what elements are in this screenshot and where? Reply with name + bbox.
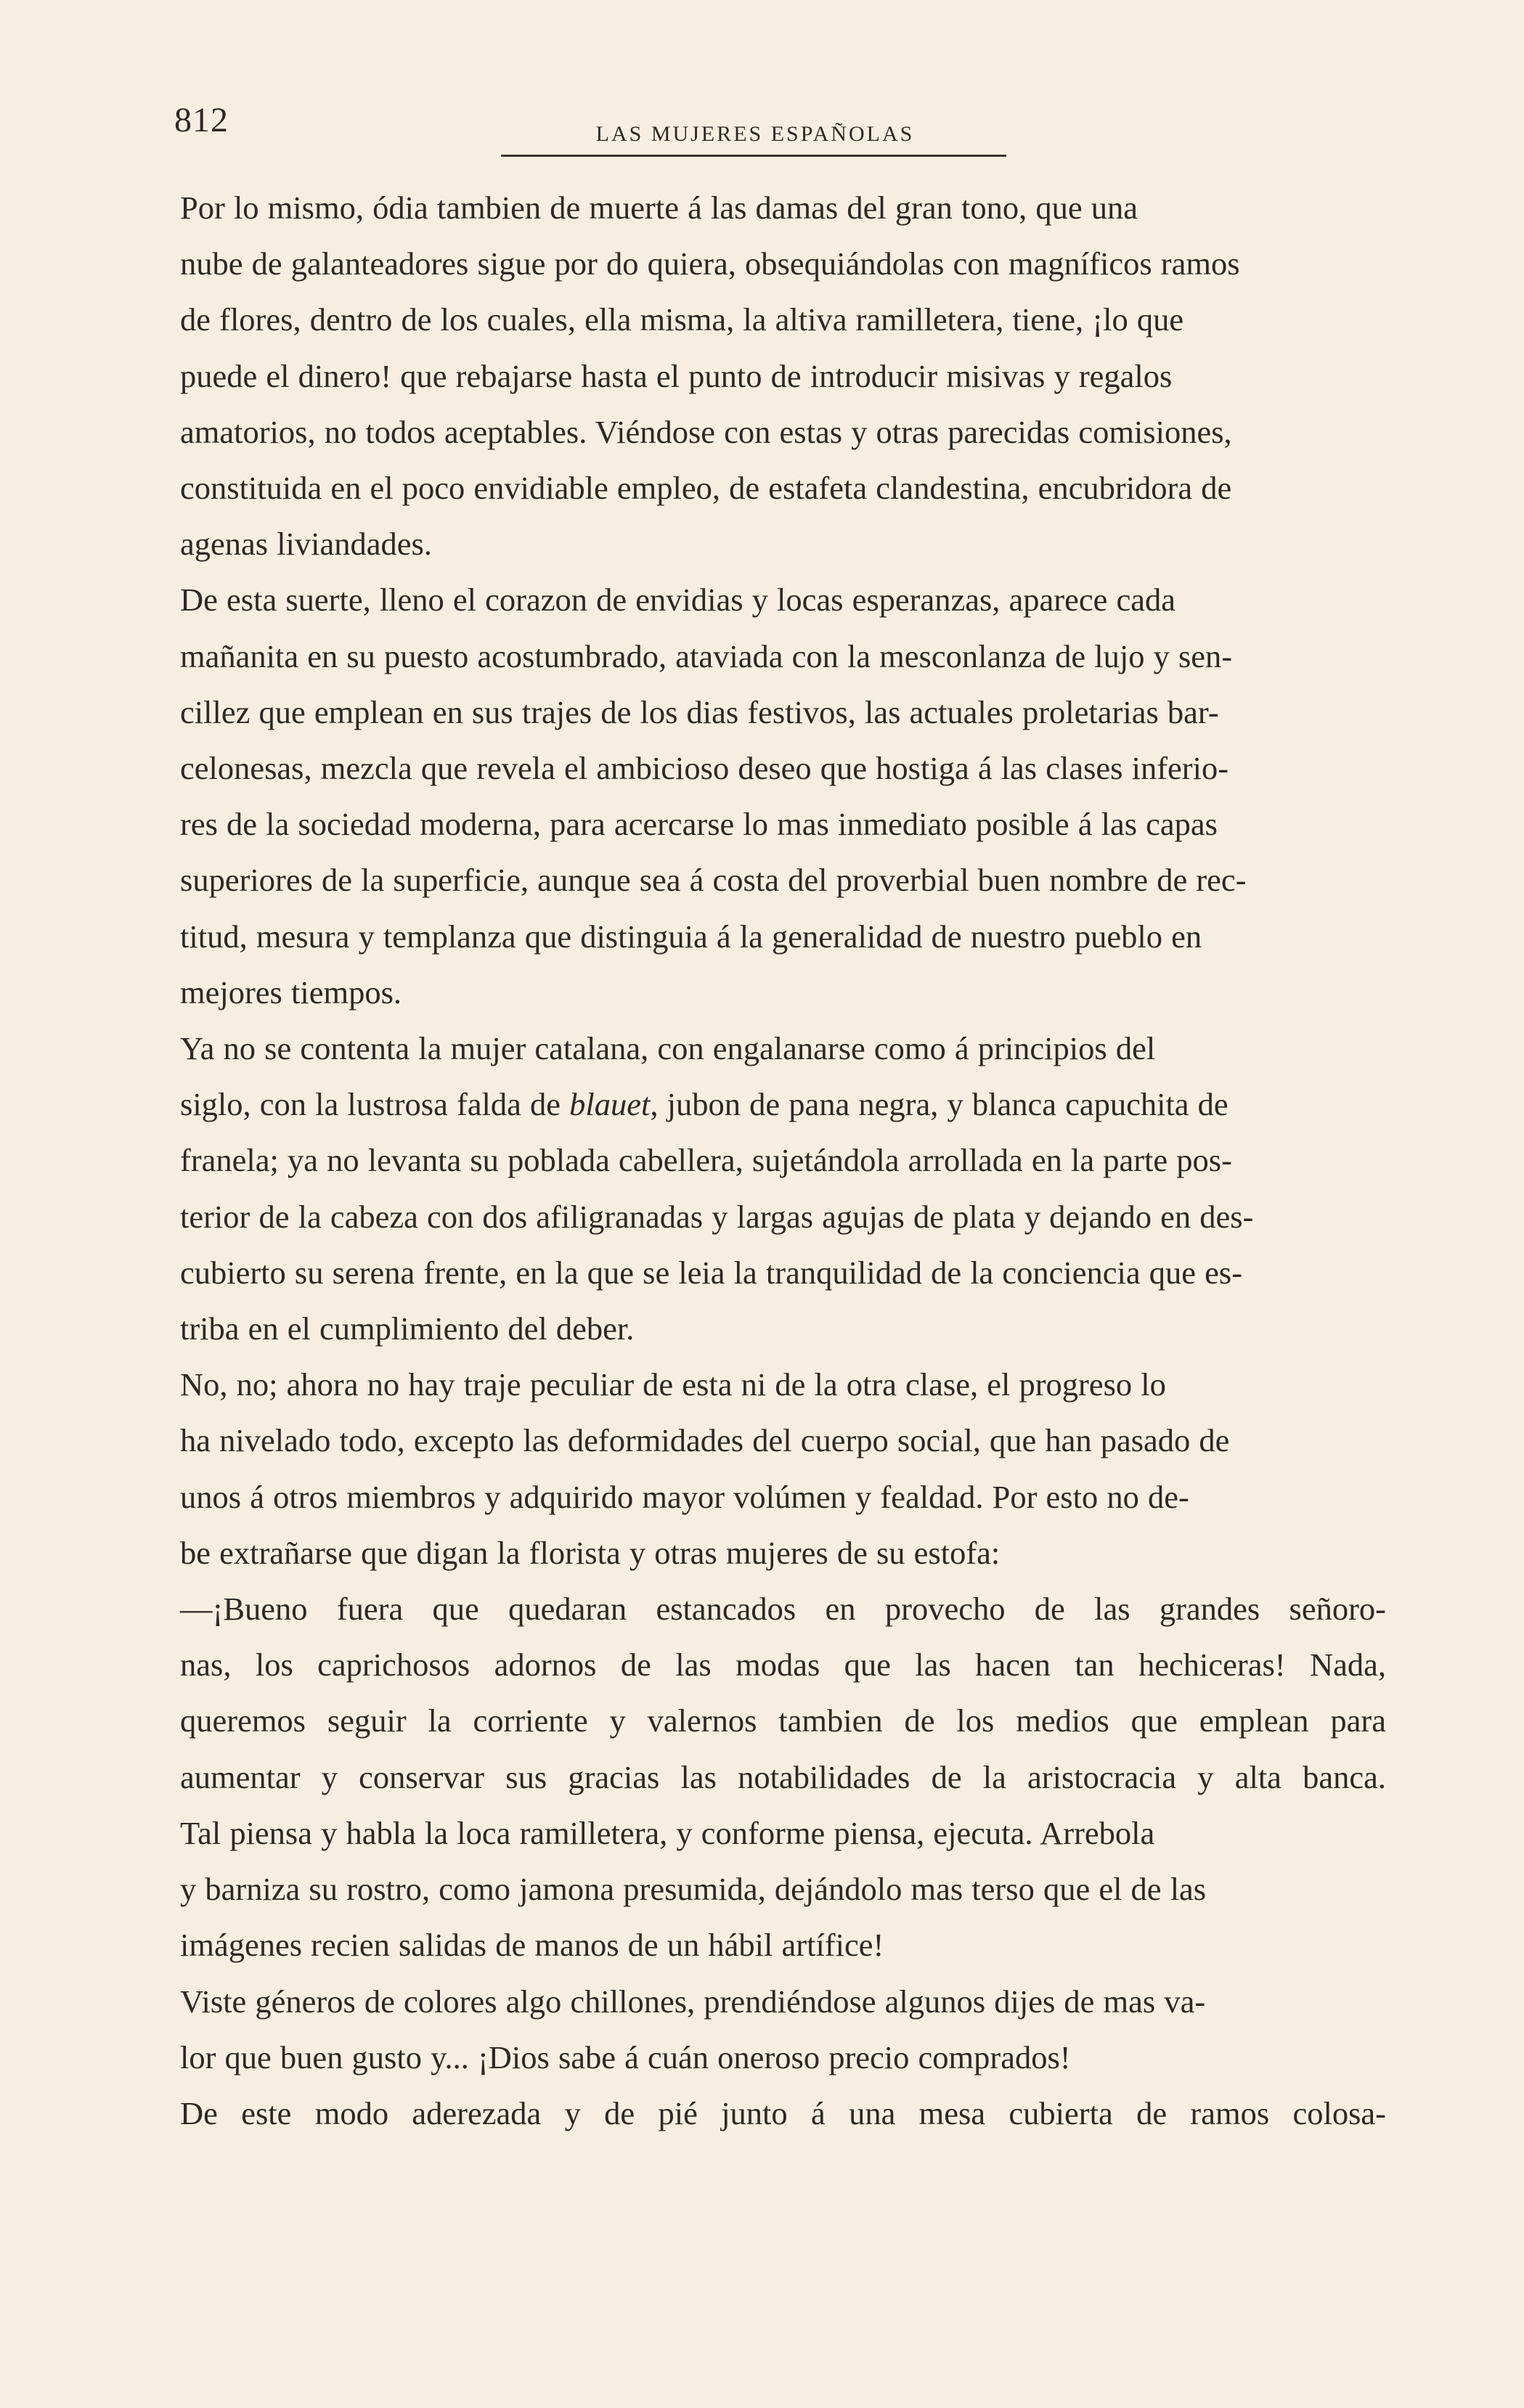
text-line: nube de galanteadores sigue por do quiera, obsequiándolas con magníficos ramos xyxy=(180,245,1240,282)
text-line: De esta suerte, lleno el corazon de envidias y locas esperanzas, aparece cada xyxy=(180,581,1176,619)
text-line: be extrañarse que digan la florista y otras mujeres de su estofa: xyxy=(180,1534,1001,1571)
text-line: franela; ya no levanta su poblada cabellera, sujetándola arrollada en la parte pos- xyxy=(180,1142,1232,1179)
text-line: unos á otros miembros y adquirido mayor volúmen y fealdad. Por esto no de- xyxy=(180,1478,1189,1515)
text-line: —¡Bueno fuera que quedaran estancados en provecho de las grandes señoro- xyxy=(180,1591,1386,1628)
text-line: lor que buen gusto y... ¡Dios sabe á cuán oneroso precio comprados! xyxy=(180,2038,1071,2076)
text-line: triba en el cumplimiento del deber. xyxy=(180,1310,635,1347)
text-line: mejores tiempos. xyxy=(180,974,402,1011)
page-number: 812 xyxy=(174,101,229,139)
text-line: Viste géneros de colores algo chillones, prendiéndose algunos dijes de mas va- xyxy=(180,1983,1206,2020)
text-line: nas, los caprichosos adornos de las modas que las hacen tan hechiceras! Nada, xyxy=(180,1646,1386,1683)
running-head: LAS MUJERES ESPAÑOLAS xyxy=(595,122,915,146)
text-line: cubierto su serena frente, en la que se leia la tranquilidad de la conciencia que es- xyxy=(180,1254,1243,1291)
paragraph-6 xyxy=(117,1805,1386,1974)
text-line: ha nivelado todo, excepto las deformidades del cuerpo social, que han pasado de xyxy=(180,1422,1230,1459)
italic-term: blauet xyxy=(569,1086,651,1123)
text-line: cillez que emplean en sus trajes de los dias festivos, las actuales proletarias bar- xyxy=(180,693,1219,730)
text-line-with-italic xyxy=(117,1077,1386,1132)
text-line: res de la sociedad moderna, para acercarse lo mas inmediato posible á las capas xyxy=(180,806,1218,843)
text-line: aumentar y conservar sus gracias las notabilidades de la aristocracia y alta banca. xyxy=(180,1758,1386,1795)
text-line: y barniza su rostro, como jamona presumida, dejándolo mas terso que el de las xyxy=(180,1871,1207,1908)
paragraph-8 xyxy=(117,2086,1386,2142)
text-line: Ya no se contenta la mujer catalana, con engalanarse como á principios del xyxy=(180,1030,1156,1067)
text-line: mañanita en su puesto acostumbrado, ataviada con la mesconlanza de lujo y sen- xyxy=(180,637,1233,674)
text-line: imágenes recien salidas de manos de un hábil artífice! xyxy=(180,1927,884,1964)
paragraph-7 xyxy=(117,1974,1386,2086)
paragraph-5 xyxy=(117,1581,1386,1805)
text-line: Tal piensa y habla la loca ramilletera, y conforme piensa, ejecuta. Arrebola xyxy=(180,1814,1155,1851)
text-line: No, no; ahora no hay traje peculiar de esta ni de la otra clase, el progreso lo xyxy=(180,1366,1166,1403)
text-line: De este modo aderezada y de pié junto á una mesa cubierta de ramos colosa- xyxy=(180,2094,1386,2131)
text-line: Por lo mismo, ódia tambien de muerte á las damas del gran tono, que una xyxy=(180,189,1138,226)
text-line: celonesas, mezcla que revela el ambicioso deseo que hostiga á las clases inferio- xyxy=(180,750,1229,787)
text-line: amatorios, no todos aceptables. Viéndose con estas y otras parecidas comisiones, xyxy=(180,413,1232,450)
text-line: superiores de la superficie, aunque sea á costa del proverbial buen nombre de rec- xyxy=(180,862,1247,899)
text-line: titud, mesura y templanza que distinguia á la generalidad de nuestro pueblo en xyxy=(180,918,1202,955)
text-line: terior de la cabeza con dos afiligranadas y largas agujas de plata y dejando en des- xyxy=(180,1198,1254,1235)
header-rule xyxy=(501,155,1006,157)
paragraph-2 xyxy=(117,572,1386,1021)
text-segment: siglo, con la lustrosa falda de xyxy=(180,1086,570,1123)
body-text xyxy=(117,180,1386,2142)
text-line: de flores, dentro de los cuales, ella misma, la altiva ramilletera, tiene, ¡lo que xyxy=(180,301,1184,338)
paragraph-3 xyxy=(117,1021,1386,1357)
text-line: queremos seguir la corriente y valernos tambien de los medios que emplean para xyxy=(180,1702,1386,1739)
text-line: agenas liviandades. xyxy=(180,526,432,563)
text-segment: , jubon de pana negra, y blanca capuchita de xyxy=(650,1086,1228,1123)
paragraph-1 xyxy=(117,180,1386,572)
paragraph-4 xyxy=(117,1357,1386,1581)
text-line: constituida en el poco envidiable empleo, de estafeta clandestina, encubridora de xyxy=(180,470,1232,507)
text-line: puede el dinero! que rebajarse hasta el punto de introducir misivas y regalos xyxy=(180,357,1173,394)
